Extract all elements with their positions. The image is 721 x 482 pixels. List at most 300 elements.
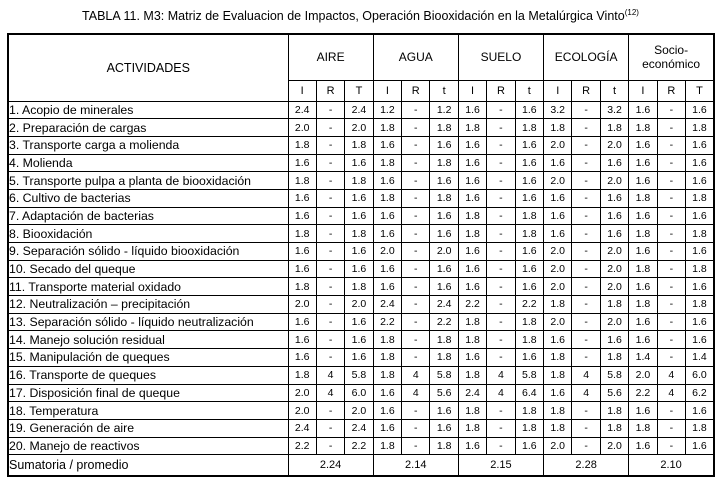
value-cell: 1.6 [288,331,316,349]
value-cell: 1.6 [373,172,401,190]
value-cell: - [487,101,515,119]
value-cell: 1.6 [430,402,458,420]
group-header-row [8,34,714,80]
value-cell: 1.6 [430,207,458,225]
value-cell: - [316,154,344,172]
value-cell: 1.8 [515,331,543,349]
value-cell: 2.0 [288,402,316,420]
table-row [8,243,714,261]
table-title-citation: (12) [624,7,639,17]
value-cell: 1.6 [345,260,373,278]
value-cell: 1.6 [544,225,572,243]
value-cell: 6.0 [345,384,373,402]
value-cell: - [316,296,344,314]
value-cell: 1.8 [288,366,316,384]
value-cell: 1.6 [288,243,316,261]
value-cell: - [402,278,430,296]
value-cell: 2.0 [600,136,628,154]
value-cell: 2.0 [288,296,316,314]
value-cell: 1.6 [515,189,543,207]
table-row [8,225,714,243]
value-cell: - [657,296,685,314]
value-cell: 1.6 [345,189,373,207]
value-cell: 1.8 [288,136,316,154]
activity-cell: 5. Transporte pulpa a planta de biooxidación [8,172,288,190]
value-cell: 2.2 [515,296,543,314]
value-cell: 1.8 [686,296,714,314]
value-cell: 1.6 [600,207,628,225]
value-cell: 2.0 [600,243,628,261]
value-cell: 2.2 [629,384,657,402]
value-cell: 1.8 [600,349,628,367]
value-cell: 1.8 [686,419,714,437]
table-row [8,260,714,278]
summary-row [8,455,714,476]
value-cell: - [657,349,685,367]
value-cell: 1.8 [544,419,572,437]
value-cell: 2.2 [458,296,486,314]
activity-cell: 8. Biooxidación [8,225,288,243]
value-cell: - [572,437,600,455]
value-cell: - [402,437,430,455]
activity-cell: 13. Separación sólido - líquido neutralización [8,313,288,331]
table-row [8,349,714,367]
value-cell: 2.0 [373,243,401,261]
value-cell: - [402,154,430,172]
value-cell: 1.8 [458,313,486,331]
value-cell: 1.6 [544,384,572,402]
value-cell: 1.8 [600,402,628,420]
value-cell: 1.6 [458,136,486,154]
value-cell: - [657,207,685,225]
column-group-ecologia: ECOLOGÍA [544,34,629,80]
value-cell: - [402,260,430,278]
value-cell: 1.6 [629,101,657,119]
value-cell: 1.6 [544,154,572,172]
value-cell: - [316,172,344,190]
value-cell: 1.6 [515,243,543,261]
value-cell: 2.4 [430,296,458,314]
value-cell: 1.6 [629,154,657,172]
value-cell: 1.6 [515,172,543,190]
value-cell: 2.2 [373,313,401,331]
value-cell: 1.8 [629,296,657,314]
value-cell: - [402,331,430,349]
summary-value-cell: 2.15 [458,455,543,476]
value-cell: 1.6 [288,154,316,172]
value-cell: 4 [657,366,685,384]
value-cell: 1.8 [373,366,401,384]
value-cell: 2.4 [373,296,401,314]
subcol-suelo-i: I [458,80,486,101]
value-cell: 1.8 [515,313,543,331]
value-cell: 1.8 [515,402,543,420]
table-row [8,296,714,314]
value-cell: - [487,437,515,455]
value-cell: 1.6 [345,243,373,261]
value-cell: 1.6 [600,331,628,349]
activity-cell: 1. Acopio de minerales [8,101,288,119]
value-cell: 2.0 [288,384,316,402]
subcol-aire-r: R [316,80,344,101]
value-cell: - [657,136,685,154]
value-cell: - [487,349,515,367]
value-cell: - [572,331,600,349]
value-cell: 1.8 [345,136,373,154]
activity-cell: 2. Preparación de cargas [8,119,288,137]
activity-cell: 11. Transporte material oxidado [8,278,288,296]
activity-cell: 16. Transporte de queques [8,366,288,384]
table-row [8,119,714,137]
activity-cell: 17. Disposición final de queque [8,384,288,402]
value-cell: - [572,260,600,278]
subcol-agua-r: R [402,80,430,101]
subcol-suelo-t: t [515,80,543,101]
value-cell: 1.6 [686,313,714,331]
value-cell: 1.6 [288,189,316,207]
value-cell: 1.6 [373,225,401,243]
value-cell: 6.4 [515,384,543,402]
value-cell: - [402,136,430,154]
table-row [8,384,714,402]
summary-value-cell: 2.28 [544,455,629,476]
value-cell: 1.4 [629,349,657,367]
value-cell: - [657,260,685,278]
activity-cell: 3. Transporte carga a molienda [8,136,288,154]
value-cell: 1.8 [544,119,572,137]
value-cell: - [316,437,344,455]
value-cell: - [572,278,600,296]
value-cell: 1.6 [288,313,316,331]
value-cell: 1.8 [430,119,458,137]
value-cell: 1.8 [544,402,572,420]
value-cell: 2.0 [544,278,572,296]
activity-cell: 20. Manejo de reactivos [8,437,288,455]
value-cell: 1.8 [288,278,316,296]
value-cell: 1.8 [458,119,486,137]
value-cell: 1.6 [515,154,543,172]
value-cell: 1.8 [629,419,657,437]
subcol-ecologia-i: I [544,80,572,101]
value-cell: 1.8 [515,225,543,243]
value-cell: 1.6 [515,278,543,296]
value-cell: 1.6 [345,331,373,349]
value-cell: - [657,154,685,172]
subcol-agua-i: I [373,80,401,101]
value-cell: 1.6 [544,189,572,207]
value-cell: 1.6 [515,101,543,119]
value-cell: - [572,119,600,137]
value-cell: - [402,349,430,367]
value-cell: 1.6 [373,260,401,278]
value-cell: 1.8 [544,349,572,367]
value-cell: - [316,136,344,154]
value-cell: - [316,419,344,437]
table-title [7,8,714,24]
value-cell: 1.8 [373,154,401,172]
value-cell: 2.0 [345,119,373,137]
value-cell: 1.8 [600,419,628,437]
summary-label: Sumatoria / promedio [8,455,288,476]
value-cell: - [402,101,430,119]
value-cell: 1.6 [430,278,458,296]
value-cell: - [572,225,600,243]
table-row [8,189,714,207]
value-cell: 1.6 [458,278,486,296]
value-cell: 1.6 [373,136,401,154]
value-cell: 2.0 [288,119,316,137]
subcol-ecologia-r: R [572,80,600,101]
column-group-suelo: SUELO [458,34,543,80]
value-cell: 2.0 [600,172,628,190]
table-row [8,136,714,154]
value-cell: - [316,101,344,119]
value-cell: 2.0 [600,313,628,331]
value-cell: 1.6 [373,402,401,420]
value-cell: - [487,419,515,437]
value-cell: - [316,331,344,349]
value-cell: 1.8 [373,189,401,207]
value-cell: 1.6 [629,331,657,349]
value-cell: 1.6 [373,278,401,296]
value-cell: 1.6 [430,419,458,437]
value-cell: 1.6 [544,331,572,349]
value-cell: 6.0 [686,366,714,384]
table-row [8,207,714,225]
value-cell: 6.2 [686,384,714,402]
impact-evaluation-matrix [7,33,715,477]
value-cell: 1.6 [686,331,714,349]
value-cell: - [572,243,600,261]
value-cell: - [487,119,515,137]
activity-cell: 12. Neutralización – precipitación [8,296,288,314]
value-cell: 4 [487,366,515,384]
value-cell: 1.8 [430,349,458,367]
value-cell: - [487,296,515,314]
activity-cell: 18. Temperatura [8,402,288,420]
value-cell: 1.6 [373,419,401,437]
value-cell: - [487,313,515,331]
value-cell: 1.6 [686,154,714,172]
value-cell: 4 [402,384,430,402]
activity-cell: 6. Cultivo de bacterias [8,189,288,207]
column-header-actividades: ACTIVIDADES [8,34,288,101]
value-cell: 1.6 [373,207,401,225]
value-cell: - [402,207,430,225]
value-cell: 1.6 [686,278,714,296]
value-cell: 3.2 [600,101,628,119]
value-cell: - [402,189,430,207]
value-cell: 1.8 [430,331,458,349]
value-cell: 1.6 [629,313,657,331]
value-cell: 1.6 [686,243,714,261]
subcol-socio-t: T [686,80,714,101]
value-cell: 3.2 [544,101,572,119]
value-cell: 1.8 [686,119,714,137]
value-cell: 1.8 [373,437,401,455]
value-cell: 2.2 [345,437,373,455]
value-cell: - [487,331,515,349]
value-cell: 1.8 [430,437,458,455]
value-cell: 1.8 [458,207,486,225]
value-cell: 1.6 [373,384,401,402]
value-cell: 1.8 [458,331,486,349]
value-cell: 1.8 [288,225,316,243]
value-cell: 2.2 [288,437,316,455]
value-cell: 1.8 [600,119,628,137]
value-cell: 2.0 [600,278,628,296]
value-cell: 2.2 [430,313,458,331]
value-cell: - [572,189,600,207]
value-cell: 1.6 [345,349,373,367]
value-cell: 1.6 [288,207,316,225]
activity-cell: 14. Manejo solución residual [8,331,288,349]
table-row [8,313,714,331]
value-cell: - [487,189,515,207]
activity-cell: 7. Adaptación de bacterias [8,207,288,225]
value-cell: 2.0 [544,136,572,154]
table-row [8,419,714,437]
value-cell: 2.4 [288,419,316,437]
value-cell: - [487,243,515,261]
value-cell: - [316,207,344,225]
value-cell: - [402,225,430,243]
value-cell: 5.8 [430,366,458,384]
value-cell: - [402,172,430,190]
value-cell: 5.8 [515,366,543,384]
summary-value-cell: 2.24 [288,455,373,476]
value-cell: - [572,419,600,437]
value-cell: 4 [316,366,344,384]
value-cell: - [487,136,515,154]
value-cell: - [657,419,685,437]
table-row [8,278,714,296]
value-cell: 1.6 [458,101,486,119]
value-cell: 2.0 [345,402,373,420]
table-row [8,101,714,119]
value-cell: 1.8 [629,189,657,207]
value-cell: 1.8 [515,207,543,225]
subcol-socio-r: R [657,80,685,101]
value-cell: 2.4 [345,101,373,119]
value-cell: 2.4 [458,384,486,402]
value-cell: - [316,225,344,243]
value-cell: 1.6 [629,402,657,420]
value-cell: 4 [572,384,600,402]
value-cell: - [572,101,600,119]
value-cell: 2.0 [629,366,657,384]
value-cell: 1.8 [430,189,458,207]
value-cell: 1.6 [458,172,486,190]
value-cell: 1.8 [686,225,714,243]
value-cell: 1.6 [458,437,486,455]
value-cell: - [402,313,430,331]
value-cell: - [657,331,685,349]
value-cell: - [487,260,515,278]
value-cell: 1.8 [686,260,714,278]
value-cell: - [402,119,430,137]
value-cell: - [402,296,430,314]
value-cell: 1.6 [515,136,543,154]
value-cell: 1.8 [515,419,543,437]
value-cell: - [316,402,344,420]
value-cell: - [572,296,600,314]
value-cell: 4 [657,384,685,402]
value-cell: 1.8 [373,331,401,349]
value-cell: 5.6 [430,384,458,402]
value-cell: - [487,207,515,225]
value-cell: - [657,172,685,190]
value-cell: - [402,243,430,261]
value-cell: - [402,402,430,420]
value-cell: - [657,189,685,207]
value-cell: 1.8 [345,172,373,190]
value-cell: - [657,437,685,455]
value-cell: 5.8 [345,366,373,384]
value-cell: 1.8 [373,349,401,367]
value-cell: 4 [572,366,600,384]
value-cell: - [572,136,600,154]
value-cell: 1.6 [345,154,373,172]
value-cell: - [572,154,600,172]
value-cell: - [487,278,515,296]
value-cell: 1.6 [686,101,714,119]
value-cell: 1.8 [430,154,458,172]
value-cell: 1.8 [544,296,572,314]
value-cell: 1.6 [686,207,714,225]
value-cell: 1.2 [373,101,401,119]
table-row [8,331,714,349]
table-row [8,154,714,172]
value-cell: - [572,349,600,367]
value-cell: 2.0 [544,313,572,331]
value-cell: 1.6 [515,437,543,455]
value-cell: - [487,172,515,190]
value-cell: 1.6 [600,225,628,243]
value-cell: 1.6 [288,349,316,367]
value-cell: 1.6 [515,260,543,278]
value-cell: 1.6 [430,260,458,278]
activity-cell: 9. Separación sólido - líquido biooxidación [8,243,288,261]
value-cell: 1.6 [686,402,714,420]
value-cell: 1.8 [686,189,714,207]
value-cell: - [316,349,344,367]
value-cell: 1.8 [345,278,373,296]
value-cell: 1.6 [544,207,572,225]
value-cell: 1.6 [458,154,486,172]
value-cell: 2.0 [600,260,628,278]
value-cell: 1.6 [458,189,486,207]
value-cell: - [572,402,600,420]
value-cell: - [572,172,600,190]
value-cell: - [487,225,515,243]
value-cell: 1.8 [629,119,657,137]
summary-value-cell: 2.10 [629,455,714,476]
value-cell: 1.6 [430,225,458,243]
value-cell: - [487,402,515,420]
value-cell: - [657,101,685,119]
value-cell: 1.8 [544,366,572,384]
value-cell: 2.0 [544,260,572,278]
subcol-ecologia-t: t [600,80,628,101]
value-cell: 1.6 [629,136,657,154]
column-group-aire: AIRE [288,34,373,80]
value-cell: - [657,243,685,261]
table-row [8,437,714,455]
value-cell: 1.6 [288,260,316,278]
value-cell: 1.8 [288,172,316,190]
value-cell: 1.6 [686,172,714,190]
